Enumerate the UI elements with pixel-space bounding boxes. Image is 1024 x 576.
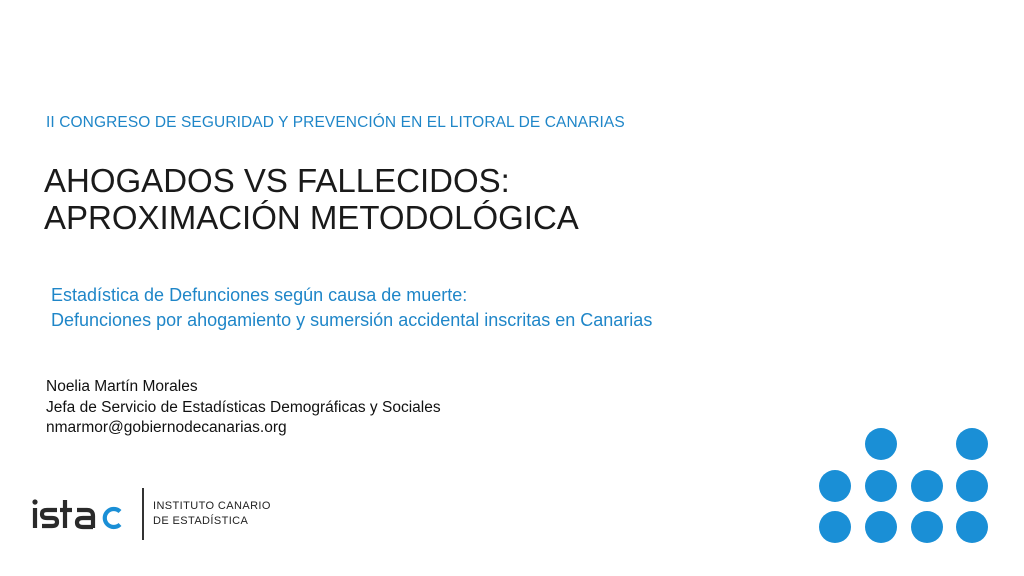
author-block (46, 377, 441, 439)
dot-r3-c3 (911, 511, 943, 543)
dot-r3-c2 (865, 511, 897, 543)
dot-r1-c2 (865, 428, 897, 460)
logo-institution-name (153, 499, 271, 529)
congress-heading: II CONGRESO DE SEGURIDAD Y PREVENCIÓN EN EL LITORAL DE CANARIAS (46, 114, 625, 131)
author-email: nmarmor@gobiernodecanarias.org (46, 419, 287, 436)
dot-r2-c3 (911, 470, 943, 502)
slide-subtitle (51, 283, 652, 333)
dot-r2-c1 (819, 470, 851, 502)
subtitle-line-2: Defunciones por ahogamiento y sumersión accidental inscritas en Canarias (51, 310, 653, 330)
istac-logo (32, 488, 292, 540)
dot-r3-c1 (819, 511, 851, 543)
istac-wordmark-logo (32, 494, 132, 534)
dot-r3-c4 (956, 511, 988, 543)
author-role: Jefa de Servicio de Estadísticas Demográficas y Sociales (46, 398, 441, 416)
title-line-1: AHOGADOS VS FALLECIDOS: (44, 162, 510, 199)
slide-title (44, 162, 579, 236)
author-name: Noelia Martín Morales (46, 378, 198, 395)
dot-r1-c4 (956, 428, 988, 460)
subtitle-line-1: Estadística de Defunciones según causa de muerte: (51, 285, 468, 305)
dot-r2-c4 (956, 470, 988, 502)
title-line-2: APROXIMACIÓN METODOLÓGICA (44, 199, 579, 236)
dot-r2-c2 (865, 470, 897, 502)
logo-divider (142, 488, 144, 540)
logo-line-2: DE ESTADÍSTICA (153, 515, 249, 527)
logo-line-1: INSTITUTO CANARIO (153, 500, 271, 512)
